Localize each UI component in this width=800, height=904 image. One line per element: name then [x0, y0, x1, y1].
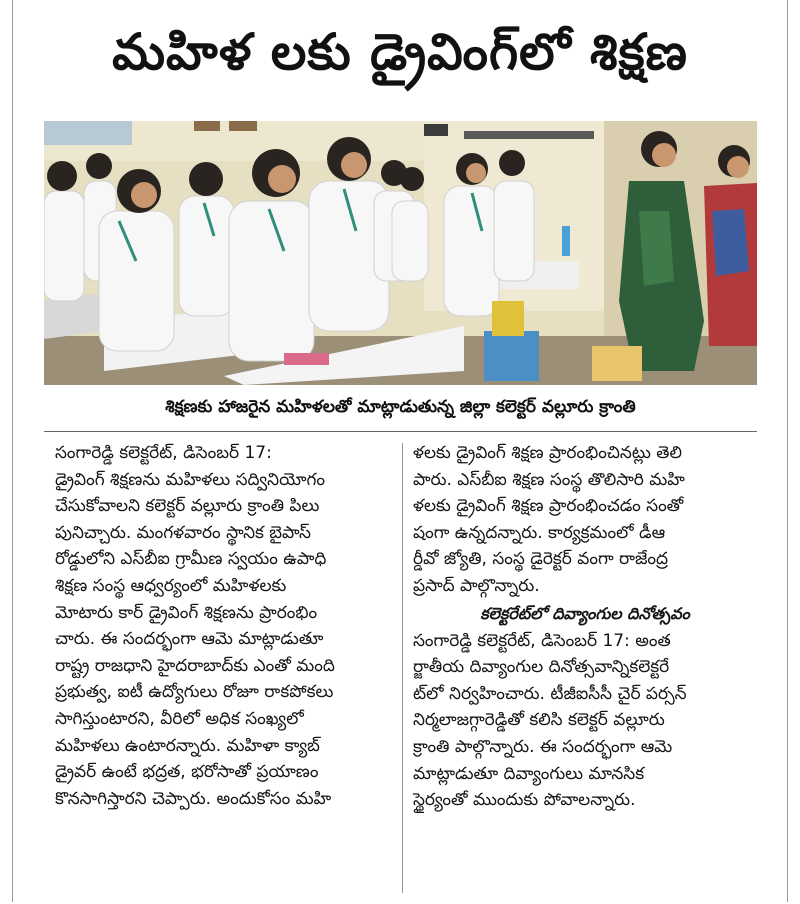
article-line: పారు. ఎస్‌బీఐ శిక్షణ సంస్థ తొలిసారి మహి — [413, 469, 685, 490]
article-line: మోటారు కార్ డ్రైవింగ్ శిక్షణను ప్రారంభిం — [55, 602, 318, 623]
article-line: షంగా ఉన్నదన్నారు. కార్యక్రమంలో డీఆ — [413, 522, 666, 543]
article-line: మహిళలు ఉంటారన్నారు. మహిళా క్యాబ్ — [55, 735, 320, 756]
article-line: పునిచ్చారు. మంగళవారం స్థానిక బైపాస్ — [55, 522, 311, 543]
article-line: డ్రైవింగ్ శిక్షణను మహిళలు సద్వినియోగం — [55, 469, 325, 490]
photo-caption: శిక్షణకు హాజరైన మహిళలతో మాట్లాడుతున్న జిల్లా కలెక్టర్ వల్లూరు క్రాంతి — [165, 397, 636, 417]
article-line: కొనసాగిస్తారని చెప్పారు. అందుకోసం మహి — [55, 788, 332, 809]
news-photo — [44, 121, 757, 385]
article-line: క్రాంతి పాల్గొన్నారు. ఈ సందర్భంగా ఆమె — [413, 736, 673, 757]
news-photo-illustration — [44, 121, 757, 385]
caption-rule — [44, 431, 757, 432]
article-line: నిర్మలాజగ్గారెడ్డితో కలిసి కలెక్టర్ వల్లూరు — [413, 710, 665, 731]
article-line: డ్రైవర్ ఉంటే భద్రత, భరోసాతో ప్రయాణం — [55, 762, 319, 783]
article-line: సాగిస్తుంటారని, వీరిలో అధిక సంఖ్యలో — [55, 708, 304, 729]
article-line: మాట్లాడుతూ దివ్యాంగులు మానసిక — [413, 763, 645, 784]
article-subheading: కలెక్టరేట్‌లో దివ్యాంగుల దినోత్సవం — [480, 603, 690, 623]
article-column-left — [55, 440, 395, 812]
article-line: ప్రసాద్ పాల్గొన్నారు. — [413, 575, 540, 596]
article-line: స్థైర్యంతో ముందుకు పోవాలన్నారు. — [413, 790, 636, 811]
article-line: ర్డీవో జ్యోతి, సంస్థ డైరెక్టర్ వంగా రాజేంద్ర — [413, 549, 669, 570]
article-line: శిక్షణ సంస్థ ఆధ్వర్యంలో మహిళలకు — [55, 575, 287, 596]
article-line: రాష్ట్ర రాజధాని హైదరాబాద్‌కు ఎంతో మంది — [55, 655, 335, 676]
article-line: సంగారెడ్డి కలెక్టరేట్, డిసెంబర్ 17: — [55, 443, 272, 463]
article-line: ర్జాతీయ దివ్యాంగుల దినోత్సవాన్నికలెక్టరే — [413, 657, 670, 678]
column-divider — [402, 443, 403, 893]
article-column-right — [413, 440, 757, 814]
article-line: ళలకు డ్రైవింగ్ శిక్షణ ప్రారంభించడం సంతో — [413, 496, 684, 517]
headline: మహిళ లకు డ్రైవింగ్‌లో శిక్షణ — [112, 22, 688, 81]
article-line: రోడ్డులోని ఎస్‌బీఐ గ్రామీణ స్వయం ఉపాధి — [55, 549, 327, 570]
article-line: చేసుకోవాలని కలెక్టర్ వల్లూరు క్రాంతి పిలు — [55, 496, 320, 517]
article-line: ప్రభుత్వ, ఐటీ ఉద్యోగులు రోజూ రాకపోకలు — [55, 682, 334, 703]
article-line: సంగారెడ్డి కలెక్టరేట్, డిసెంబర్ 17: అంత — [413, 630, 671, 651]
article-line: ట్‌లో నిర్వహించారు. టీజీఐసీసీ చైర్ పర్సన్ — [413, 683, 687, 704]
article-line: చారు. ఈ సందర్భంగా ఆమె మాట్లాడుతూ — [55, 629, 324, 650]
article-line: ళలకు డ్రైవింగ్ శిక్షణ ప్రారంభించినట్లు తెలి — [413, 443, 682, 463]
